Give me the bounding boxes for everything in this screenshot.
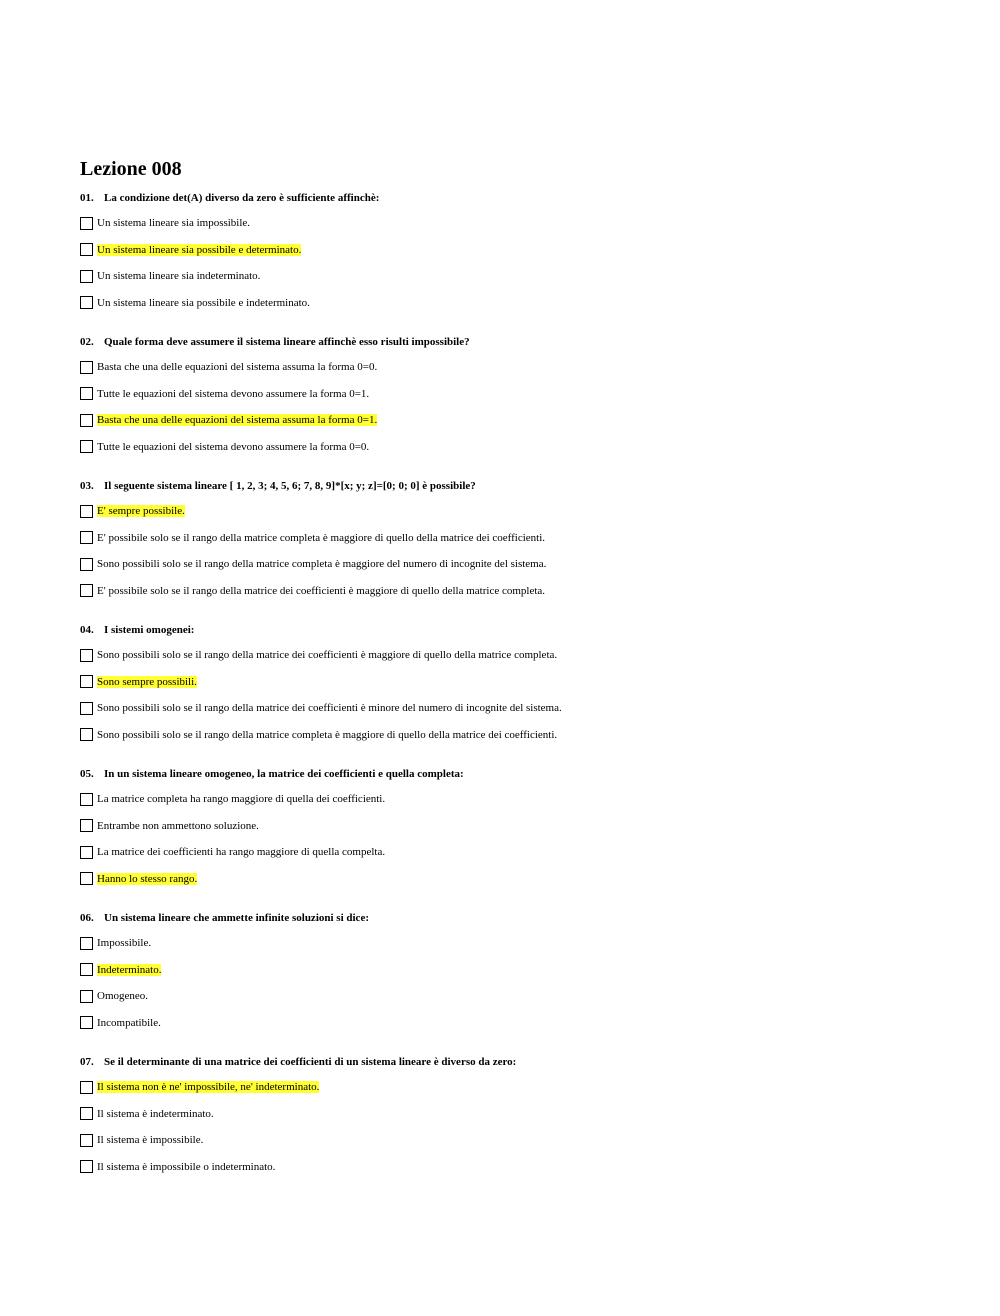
- answer-option: [80, 669, 960, 696]
- answer-option: [80, 957, 960, 984]
- answer-text: Il sistema è impossibile o indeterminato.: [97, 1160, 276, 1173]
- answer-checkbox[interactable]: [80, 846, 93, 859]
- answer-option: [80, 237, 960, 264]
- question-number: 07.: [80, 1056, 94, 1068]
- answer-option: [80, 1101, 960, 1128]
- answer-option: [80, 354, 960, 381]
- answer-option: [80, 930, 960, 957]
- question-block: [80, 186, 960, 316]
- answer-checkbox[interactable]: [80, 414, 93, 427]
- question-label: In un sistema lineare omogeneo, la matrice dei coefficienti e quella completa:: [104, 768, 464, 780]
- answer-option: [80, 290, 960, 317]
- answer-text: Sono possibili solo se il rango della matrice dei coefficienti è maggiore di quello della matrice completa.: [97, 649, 558, 662]
- answer-checkbox[interactable]: [80, 649, 93, 662]
- answer-option: [80, 722, 960, 749]
- answer-option: [80, 642, 960, 669]
- answer-checkbox[interactable]: [80, 819, 93, 832]
- answer-option: [80, 983, 960, 1010]
- answer-checkbox[interactable]: [80, 1081, 93, 1094]
- answer-option: [80, 381, 960, 408]
- question-number: 05.: [80, 768, 94, 780]
- answer-option: [80, 525, 960, 552]
- answer-text-correct: Basta che una delle equazioni del sistema assuma la forma 0=1.: [97, 414, 378, 427]
- answer-option: [80, 263, 960, 290]
- answer-checkbox[interactable]: [80, 1134, 93, 1147]
- answer-text-correct: Un sistema lineare sia possibile e determinato.: [97, 243, 302, 256]
- answer-text: Tutte le equazioni del sistema devono assumere la forma 0=0.: [97, 440, 370, 453]
- question-text: [80, 474, 960, 498]
- question-block: [80, 618, 960, 748]
- question-block: [80, 474, 960, 604]
- question-label: Se il determinante di una matrice dei coefficienti di un sistema lineare è diverso da zero:: [104, 1056, 517, 1068]
- answer-option: [80, 1010, 960, 1037]
- answer-checkbox[interactable]: [80, 270, 93, 283]
- answer-option: [80, 813, 960, 840]
- answer-text: Un sistema lineare sia possibile e indeterminato.: [97, 296, 310, 309]
- answer-text-correct: E' sempre possibile.: [97, 505, 185, 518]
- answer-text: E' possibile solo se il rango della matrice dei coefficienti è maggiore di quello della matrice completa.: [97, 584, 546, 597]
- answer-text-correct: Il sistema non è ne' impossibile, ne' indeterminato.: [97, 1081, 320, 1094]
- answer-option: [80, 786, 960, 813]
- question-label: Quale forma deve assumere il sistema lineare affinchè esso risulti impossibile?: [104, 336, 470, 348]
- answer-text: Sono possibili solo se il rango della matrice completa è maggiore di quello della matrice dei coefficienti.: [97, 728, 558, 741]
- answer-option: [80, 498, 960, 525]
- answer-text: Un sistema lineare sia impossibile.: [97, 217, 251, 230]
- answer-option: [80, 434, 960, 461]
- question-label: La condizione det(A) diverso da zero è sufficiente affinchè:: [104, 192, 380, 204]
- answer-text: E' possibile solo se il rango della matrice completa è maggiore di quello della matrice dei coefficienti.: [97, 531, 546, 544]
- answer-text: La matrice completa ha rango maggiore di quella dei coefficienti.: [97, 793, 386, 806]
- answer-checkbox[interactable]: [80, 963, 93, 976]
- answer-checkbox[interactable]: [80, 217, 93, 230]
- answer-text: Impossibile.: [97, 937, 152, 950]
- question-text: [80, 618, 960, 642]
- answer-text: La matrice dei coefficienti ha rango maggiore di quella compelta.: [97, 846, 386, 859]
- answer-checkbox[interactable]: [80, 387, 93, 400]
- question-text: [80, 186, 960, 210]
- lesson-title: Lezione 008: [80, 158, 182, 180]
- question-block: [80, 330, 960, 460]
- answer-checkbox[interactable]: [80, 584, 93, 597]
- answer-checkbox[interactable]: [80, 1016, 93, 1029]
- answer-text: Il sistema è indeterminato.: [97, 1107, 214, 1120]
- question-block: [80, 762, 960, 892]
- answer-text: Entrambe non ammettono soluzione.: [97, 819, 259, 832]
- answer-text: Incompatibile.: [97, 1016, 161, 1029]
- answer-checkbox[interactable]: [80, 296, 93, 309]
- question-number: 02.: [80, 336, 94, 348]
- answer-checkbox[interactable]: [80, 361, 93, 374]
- answer-checkbox[interactable]: [80, 728, 93, 741]
- question-label: I sistemi omogenei:: [104, 624, 195, 636]
- answer-text-correct: Indeterminato.: [97, 963, 162, 976]
- answer-text: Il sistema è impossibile.: [97, 1134, 204, 1147]
- answer-checkbox[interactable]: [80, 990, 93, 1003]
- question-label: Il seguente sistema lineare [ 1, 2, 3; 4, 5, 6; 7, 8, 9]*[x; y; z]=[0; 0; 0] è possibile?: [104, 480, 476, 492]
- question-number: 06.: [80, 912, 94, 924]
- answer-text-correct: Hanno lo stesso rango.: [97, 872, 198, 885]
- question-text: [80, 762, 960, 786]
- answer-text: Basta che una delle equazioni del sistema assuma la forma 0=0.: [97, 361, 378, 374]
- question-block: [80, 1050, 960, 1180]
- question-list: [80, 186, 960, 1180]
- answer-checkbox[interactable]: [80, 793, 93, 806]
- answer-checkbox[interactable]: [80, 558, 93, 571]
- answer-option: [80, 866, 960, 893]
- question-number: 04.: [80, 624, 94, 636]
- question-text: [80, 1050, 960, 1074]
- answer-checkbox[interactable]: [80, 505, 93, 518]
- answer-option: [80, 407, 960, 434]
- question-label: Un sistema lineare che ammette infinite soluzioni si dice:: [104, 912, 369, 924]
- quiz-page: [80, 156, 960, 1180]
- question-number: 03.: [80, 480, 94, 492]
- answer-checkbox[interactable]: [80, 531, 93, 544]
- answer-option: [80, 839, 960, 866]
- question-text: [80, 330, 960, 354]
- answer-text: Tutte le equazioni del sistema devono assumere la forma 0=1.: [97, 387, 370, 400]
- answer-checkbox[interactable]: [80, 702, 93, 715]
- answer-checkbox[interactable]: [80, 937, 93, 950]
- answer-checkbox[interactable]: [80, 440, 93, 453]
- answer-option: [80, 578, 960, 605]
- answer-option: [80, 695, 960, 722]
- answer-checkbox[interactable]: [80, 1160, 93, 1173]
- answer-text: Un sistema lineare sia indeterminato.: [97, 270, 261, 283]
- answer-option: [80, 1074, 960, 1101]
- answer-text-correct: Sono sempre possibili.: [97, 675, 197, 688]
- answer-checkbox[interactable]: [80, 1107, 93, 1120]
- answer-checkbox[interactable]: [80, 243, 93, 256]
- answer-option: [80, 551, 960, 578]
- answer-text: Omogeneo.: [97, 990, 149, 1003]
- question-number: 01.: [80, 192, 94, 204]
- question-text: [80, 906, 960, 930]
- answer-option: [80, 210, 960, 237]
- answer-option: [80, 1127, 960, 1154]
- answer-checkbox[interactable]: [80, 872, 93, 885]
- question-block: [80, 906, 960, 1036]
- answer-checkbox[interactable]: [80, 675, 93, 688]
- answer-option: [80, 1154, 960, 1181]
- answer-text: Sono possibili solo se il rango della matrice dei coefficienti è minore del numero di incognite del sistema.: [97, 702, 562, 715]
- answer-text: Sono possibili solo se il rango della matrice completa è maggiore del numero di incognite del sistema.: [97, 558, 547, 571]
